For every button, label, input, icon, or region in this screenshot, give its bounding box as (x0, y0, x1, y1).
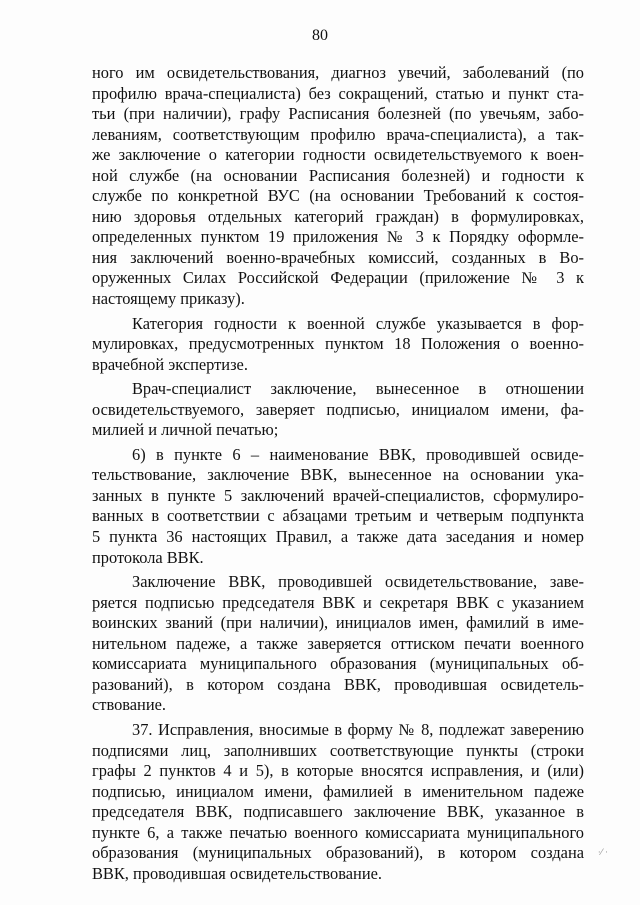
text-line: нию здоровья отдельных категорий граждан) в формулировках, (92, 206, 584, 226)
text-line: тьи (при наличии), графу Расписания болезней (по увечьям, забо- (92, 104, 584, 124)
text-line: подписью, инициалом имени, фамилией в именительном падеже (92, 781, 584, 801)
text-line: разований), в котором создана ВВК, проводившая освидетель- (92, 674, 584, 694)
text-line: занных в пункте 5 заключений врачей-специалистов, сформулиро- (92, 485, 584, 505)
text-line: председателя ВВК, подписавшего заключение ВВК, указанное в (92, 802, 584, 822)
text-line: мулировках, предусмотренных пунктом 18 Положения о военно- (92, 334, 584, 354)
text-line: образования (муниципальных образований), в котором создана (92, 843, 584, 863)
text-line: ряется подписью председателя ВВК и секретаря ВВК с указанием (92, 592, 584, 612)
text-line: настоящему приказу). (92, 289, 245, 309)
text-line: Заключение ВВК, проводившей освидетельствование, заве- (132, 572, 584, 592)
text-line: подписями лиц, заполнивших соответствующие пункты (строки (92, 740, 584, 760)
text-line: же заключение о категории годности освидетельствуемого к воен- (92, 145, 584, 165)
text-line: комиссариата муниципального образования (муниципальных об- (92, 654, 584, 674)
text-line: ного им освидетельствования, диагноз увечий, заболеваний (по (92, 63, 584, 82)
document-body (92, 63, 584, 884)
text-line: оруженных Силах Российской Федерации (приложение № 3 к (92, 268, 584, 288)
text-line: леваниям, соответствующим профилю врача-специалиста), а так- (92, 124, 584, 144)
text-line: милией и личной печатью; (92, 420, 279, 440)
text-line: освидетельствуемого, заверяет подписью, инициалом имени, фа- (92, 399, 584, 419)
text-line: ной службе (на основании Расписания болезней) и годности к (92, 165, 584, 185)
text-line: Врач-специалист заключение, вынесенное в отношении (132, 379, 584, 399)
text-line: 37. Исправления, вносимые в форму № 8, подлежат заверению (132, 719, 584, 739)
scan-artifact-mark: ·⁄ · (597, 848, 608, 858)
paragraph (92, 63, 584, 310)
text-line: воинских званий (при наличии), инициалов имен, фамилий в име- (92, 613, 584, 633)
text-line: ния заключений военно-врачебных комиссий, созданных в Во- (92, 247, 584, 267)
text-line: Категория годности к военной службе указывается в фор- (132, 313, 584, 333)
text-line: ванных в соответствии с абзацами третьим и четверым подпункта (92, 506, 584, 526)
page-number: 80 (312, 27, 328, 44)
paragraph (92, 314, 584, 376)
paragraph (92, 379, 584, 441)
paragraph (92, 720, 584, 884)
text-line: врачебной экспертизе. (92, 354, 248, 374)
text-line: ствование. (92, 695, 166, 715)
text-line: 5 пункта 36 настоящих Правил, а также дата заседания и номер (92, 527, 584, 547)
text-line: ВВК, проводившая освидетельствование. (92, 863, 382, 883)
text-line: протокола ВВК. (92, 547, 204, 567)
paragraph (92, 572, 584, 716)
text-line: графы 2 пунктов 4 и 5), в которые вносятся исправления, и (или) (92, 761, 584, 781)
text-line: пункте 6, а также печатью военного комиссариата муниципального (92, 822, 584, 842)
text-line: профилю врача-специалиста) без сокращений, статью и пункт ста- (92, 83, 584, 103)
text-line: нительном падеже, а также заверяется оттиском печати военного (92, 633, 584, 653)
text-line: 6) в пункте 6 – наименование ВВК, проводившей освиде- (132, 444, 584, 464)
text-line: определенных пунктом 19 приложения № 3 к Порядку оформле- (92, 227, 584, 247)
text-line: службе по конкретной ВУС (на основании Требований к состоя- (92, 186, 584, 206)
text-line: тельствование, заключение ВВК, вынесенное на основании ука- (92, 465, 584, 485)
paragraph (92, 445, 584, 568)
